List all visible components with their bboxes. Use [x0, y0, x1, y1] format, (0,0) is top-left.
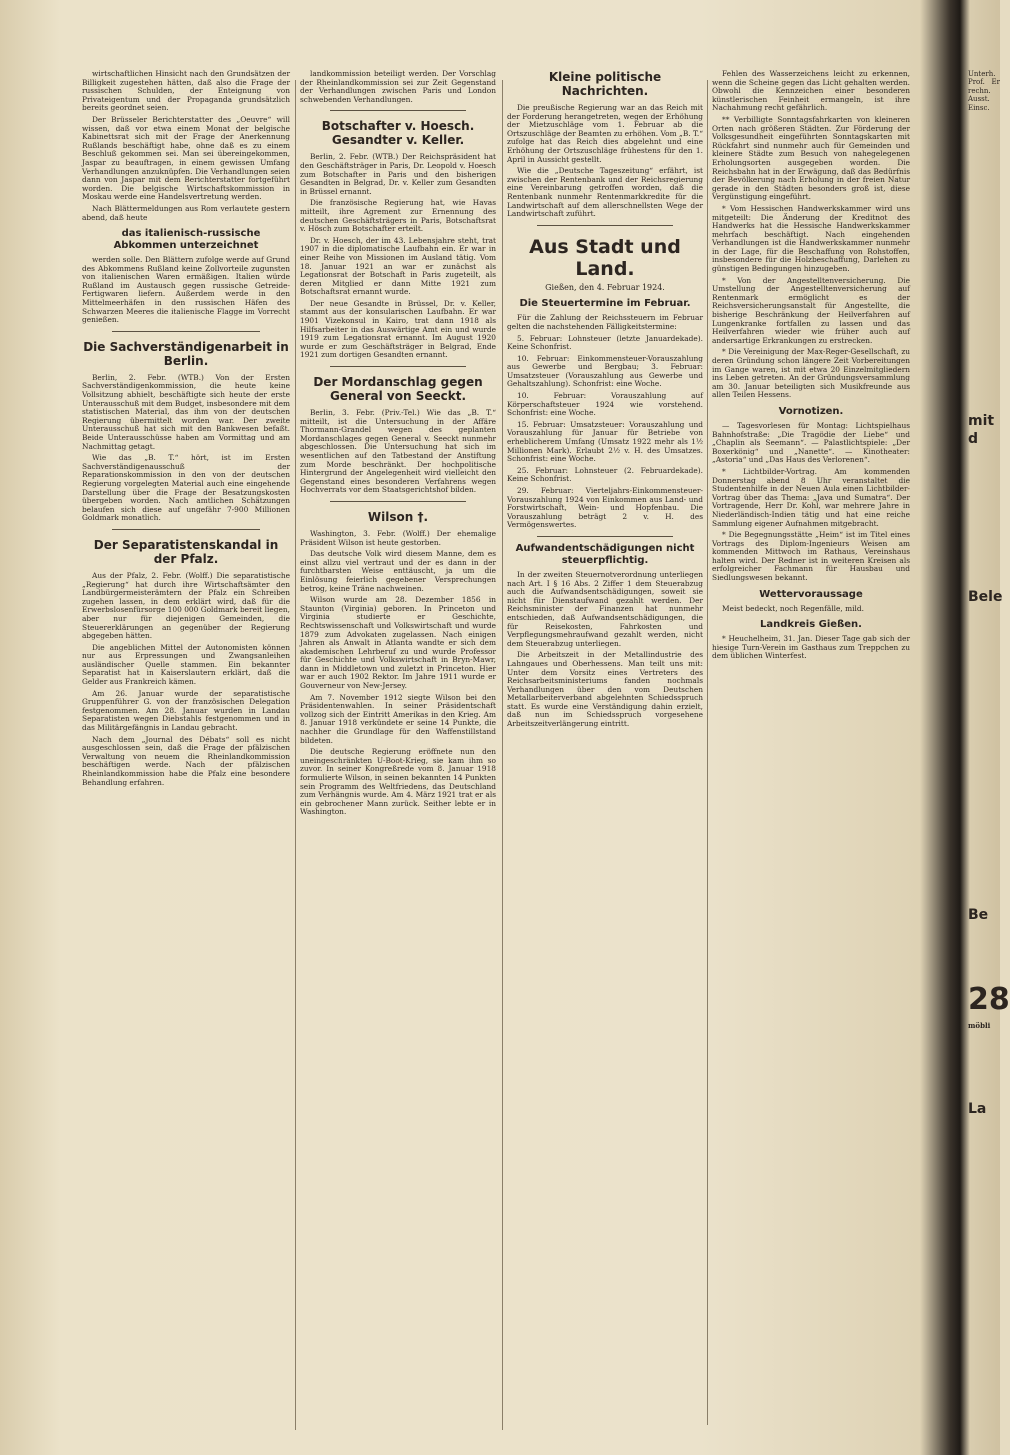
column-2: [300, 70, 496, 1425]
article-paragraph: Der Brüsseler Berichterstatter des „Oeuvre“ will wissen, daß vor etwa einem Monat der belgische Kabinettsrat sich mit der Frage der Anerkennung Rußlands beschäftigt habe, ohne daß es zu einem Beschluß gekommen sei. Man sei übereingekommen, Jaspar zu beauftragen, in einem gewissen Umfang Verhandlungen anzuknüpfen. Die Verhandlungen seien dann von Jaspar mit dem Berichterstatter fortgeführt worden. Die belgische Wirtschaftskommission in Moskau werde eine Handelsvertretung werden.: [82, 114, 290, 202]
article-paragraph: landkommission beteiligt werden. Der Vorschlag der Rheinlandkommission sei zur Zeit Gegenstand der Verhandlungen zwischen Paris und London schwebenden Verhandlungen.: [300, 69, 496, 104]
article-paragraph: werden solle. Den Blättern zufolge werde auf Grund des Abkommens Rußland keine Zollvorteile zugunsten von italienischen Waren ermäßigen. Italien würde Rußland im Austausch gegen russische Getreide-Fertigwaren liefern. Außerdem werde in den Mittelmeerhäfen in den russischen Häfen des Schwarzen Meeres die italienische Flagge im Vorrecht genießen.: [82, 255, 290, 325]
article-paragraph: Washington, 3. Febr. (Wolff.) Der ehemalige Präsident Wilson ist heute gestorben.: [300, 528, 496, 547]
headline: Wettervoraussage: [759, 588, 863, 600]
separator: [537, 225, 673, 226]
article-paragraph: Berlin, 3. Febr. (Priv.-Tel.) Wie das „B. T.“ mitteilt, ist die Untersuchung in der Affäre Thormann-Grandel wegen des geplanten Mordanschlages gegen General v. Seeckt nunmehr abgeschlossen. Die Untersuchung hat sich im wesentlichen auf den Tatbestand der Anstiftung zum Morde beschränkt. Der hochpolitische Hintergrund der Angelegenheit wird vielleicht den Gegenstand eines besonderen Verfahrens wegen Hochverrats vor dem Staatsgerichtshof bilden.: [300, 408, 496, 495]
fragment-heading: Be: [968, 907, 989, 924]
separator: [330, 110, 466, 111]
article-paragraph: Am 7. November 1912 siegte Wilson bei den Präsidentenwahlen. In seiner Präsidentschaft vollzog sich der Eintritt Amerikas in den Krieg. Am 8. Januar 1918 verkündete er seine 14 Punkte, die nachher die Grundlage für den Waffenstillstand bildeten.: [300, 692, 496, 745]
article-paragraph: * Die Vereinigung der Max-Reger-Gesellschaft, zu deren Gründung schon längere Zeit Vorbereitungen im Gange waren, ist mit etwa 20 Einzelmitgliedern ins Leben getreten. An der Gründungsversammlung am 30. Januar beteiligten sich Musikfreunde aus allen Teilen Hessens.: [712, 347, 910, 400]
fragment-heading: La: [968, 1101, 987, 1118]
article-paragraph: Nach dem „Journal des Débats“ soll es nicht ausgeschlossen sein, daß die Frage der pfälzischen Verwaltung von neuem die Rheinlandkommission beschäftigen werde. Nach der pfälzischen Rheinlandkommission habe die Pfalz eine besondere Behandlung erfahren.: [82, 734, 290, 787]
dateline: Gießen, den 4. Februar 1924.: [545, 282, 665, 292]
column-rule: [502, 80, 503, 1430]
article-paragraph: 25. Februar: Lohnsteuer (2. Februardekade). Keine Schonfrist.: [507, 465, 703, 484]
separator: [112, 529, 260, 530]
headline: Wilson †.: [367, 509, 429, 524]
article-paragraph: * Von der Angestelltenversicherung. Die Umstellung der Angestelltenversicherung auf Rentenmark ermöglicht es der Reichsversicherungsanstalt für Angestellte, die bisherige Beschränkung der Heilverfahren auf Lungenkranke fortfallen zu lassen und das Heilverfahren wieder wie früher auch auf andersartige Erkrankungen zu erstrecken.: [712, 275, 910, 345]
article-paragraph: Am 26. Januar wurde der separatistische Gruppenführer G. von der französischen Delegation festgenommen. Am 28. Januar wurden in Landau Separatisten wegen Diebstahls festgenommen und in das Militärgefängnis in Landau gebracht.: [82, 688, 290, 733]
headline: Der Separatistenskandal in der Pfalz.: [93, 537, 279, 566]
article-paragraph: — Tagesvorlesen für Montag: Lichtspielhaus Bahnhofstraße: „Die Tragödie der Liebe“ und „Chaplin als Seemann“. — Palastlichtspiele: „Der Boxerkönig“ und „Nanette“. — Kinotheater: „Astoria“ und „Das Haus des Verlorenen“.: [712, 420, 910, 465]
column-1: [82, 70, 290, 1430]
article-paragraph: Das deutsche Volk wird diesem Manne, dem es einst allzu viel vertraut und der es dann in der furchtbarsten Weise enttäuscht, ja um die Einlösung feierlich gegebener Versprechungen betrog, keine Träne nachweinen.: [300, 549, 496, 593]
article-paragraph: Die deutsche Regierung eröffnete nun den uneingeschränkten U-Boot-Krieg, sie kam ihm so zuvor. In seiner Kongreßrede vom 8. Januar 1918 formulierte Wilson, in seinen bekannten 14 Punkten sein Programm des Weltfriedens, das Deutschland zum Verhängnis wurde. Am 4. März 1921 trat er als ein gebrochener Mann zurück. Seither lebte er in Washington.: [300, 747, 496, 817]
article-paragraph: Wilson wurde am 28. Dezember 1856 in Staunton (Virginia) geboren. In Princeton und Virginia studierte er Geschichte, Rechtswissenschaft und Volkswirtschaft und wurde 1879 zum Advokaten zugelassen. Nach einigen Jahren als Anwalt in Atlanta wandte er sich dem akademischen Lehrberuf zu und wurde Professor für Geschichte und Volkswirtschaft in Bryn-Mawr, dann in Middletown und zuletzt in Princeton. Hier war er auch 1902 Rektor. Im Jahre 1911 wurde er Gouverneur von New-Jersey.: [300, 595, 496, 691]
article-paragraph: Nach Blättermeldungen aus Rom verlautete gestern abend, daß heute: [82, 203, 290, 222]
separator: [537, 536, 673, 537]
article-paragraph: 5. Februar: Lohnsteuer (letzte Januardekade). Keine Schonfrist.: [507, 333, 703, 352]
headline: Aufwandentschädigungen nicht steuerpflichtig.: [515, 542, 695, 566]
column-rule: [707, 80, 708, 1425]
separator: [112, 331, 260, 332]
article-paragraph: Berlin, 2. Febr. (WTB.) Der Reichspräsident hat den Geschäftsträger in Paris, Dr. Leopold v. Hoesch zum Botschafter in Paris und den bisherigen Gesandten in Belgrad, Dr. v. Keller zum Gesandten in Brüssel ernannt.: [300, 152, 496, 196]
article-paragraph: Der neue Gesandte in Brüssel, Dr. v. Keller, stammt aus der konsularischen Laufbahn. Er war 1901 Vizekonsul in Kairo, trat dann 1918 als Hilfsarbeiter in das Auswärtige Amt ein und wurde 1919 zum Legationsrat ernannt. Im August 1920 wurde er zum Geschäftsträger in Belgrad, Ende 1921 zum dortigen Gesandten ernannt.: [300, 298, 496, 360]
article-paragraph: Meist bedeckt, noch Regenfälle, mild.: [722, 603, 864, 613]
fragment-heading: Bele: [968, 589, 1003, 606]
section-headline: Aus Stadt und Land.: [529, 235, 681, 280]
article-paragraph: Die preußische Regierung war an das Reich mit der Forderung herangetreten, wegen der Erhöhung der Mietzuschläge vom 1. Februar ab die Ortszuschläge der Beamten zu erhöhen. Vom „B. T.“ zufolge hat das Reich dies abgelehnt und eine Erhöhung der Ortszuschläge frühestens für den 1. April in Aussicht gestellt.: [507, 103, 703, 164]
headline: Die Steuertermine im Februar.: [519, 298, 691, 310]
article-paragraph: * Lichtbilder-Vortrag. Am kommenden Donnerstag abend 8 Uhr veranstaltet die Studentenhilfe in der Neuen Aula einen Lichtbilder-Vortrag über das Thema: „Java und Sumatra“. Der Vortragende, Herr Dr. Kohl, war mehrere Jahre in Niederländisch-Indien tätig und hat eine reiche Sammlung eigener Aufnahmen mitgebracht.: [712, 466, 910, 528]
article-paragraph: Fehlen des Wasserzeichens leicht zu erkennen, wenn die Scheine gegen das Licht gehalten werden. Obwohl die Kennzeichen einer besonderen künstlerischen Feinheit ermangeln, ist ihre Nachahmung recht gefährlich.: [712, 69, 910, 113]
column-3: [507, 70, 703, 1420]
article-paragraph: 29. Februar: Vierteljahrs-Einkommensteuer-Vorauszahlung 1924 von Einkommen aus Land- und Forstwirtschaft, Wein- und Hopfenbau. Die Vorauszahlung beträgt 2 v. H. des Vermögenswertes.: [507, 486, 703, 530]
article-paragraph: Berlin, 2. Febr. (WTB.) Von der Ersten Sachverständigenkommission, die heute keine Vollsitzung abhielt, beschäftigte sich heute der erste Unterausschuß mit dem Budget, insbesondere mit dem statistischen Material, das ihm von der deutschen Regierung übermittelt worden war. Der zweite Unterausschuß hat sich mit den Bankwesen befaßt. Beide Unterausschüsse haben am Vormittag und am Nachmittag getagt.: [82, 372, 290, 451]
fragment-heading: mit d: [968, 413, 995, 448]
headline: Landkreis Gießen.: [760, 619, 862, 631]
article-paragraph: Aus der Pfalz, 2. Febr. (Wolff.) Die separatistische „Regierung“ hat durch ihre Wirtschaftsämter den Landbürgermeisterämtern der Pfalz ein Schreiben zugehen lassen, in dem erklärt wird, daß für die Erwerbslosenfürsorge 100 000 Goldmark bereit liegen, aber nur für diejenigen Gemeinden, die Steuererklärungen an gegenüber der Regierung abgegeben hätten.: [82, 570, 290, 641]
headline: Der Mordanschlag gegen General von Seeckt.: [313, 375, 483, 404]
subheading: das italienisch-russische Abkommen unterzeichnet: [113, 228, 261, 252]
article-paragraph: Die französische Regierung hat, wie Havas mitteilt, ihre Agrement zur Ernennung des deutschen Geschäftsträgers in Paris, Botschaftsrat v. Hösch zum Botschafter erteilt.: [300, 198, 496, 234]
separator: [330, 366, 466, 367]
article-paragraph: 15. Februar: Umsatzsteuer: Vorauszahlung und Vorauszahlung für Januar für Betriebe von erheblicherem Umfang (Umsatz 1922 mehr als 1½ Millionen Mark). Erlaubt 2½ v. H. des Umsatzes. Schonfrist: eine Woche.: [507, 419, 703, 464]
column-rule: [295, 80, 296, 1430]
article-paragraph: ** Verbilligte Sonntagsfahrkarten von kleineren Orten nach größeren Städten. Zur Förderung der Volksgesundheit eingeführten Sonntagskarten mit Rückfahrt sind nunmehr auch für Gemeinden und kleinere Städte zum Besuch von nahegelegenen Erholungsorten ausgegeben worden. Die Reichsbahn hat in der Erwägung, daß das Bedürfnis der Bevölkerung nach Erholung in der freien Natur gerade in den Städten besonders groß ist, diese Vergünstigung eingeführt.: [712, 114, 910, 202]
headline: Botschafter v. Hoesch. Gesandter v. Keller.: [321, 119, 475, 148]
headline: Kleine politische Nachrichten.: [548, 70, 662, 98]
article-paragraph: Wie das „B. T.“ hört, ist im Ersten Sachverständigenausschuß der Reparationskommission in den von der deutschen Regierung vorgelegten Material auch eine eingehende Darstellung über die Frage der Besatzungskosten übergeben worden. Nach amtlichen Schätzungen belaufen sich diese auf ungefähr 7-900 Millionen Goldmark monatlich.: [82, 453, 290, 523]
headline: Die Sachverständigenarbeit in Berlin.: [83, 339, 289, 368]
fragment-number: 28: [968, 982, 1010, 1018]
adjacent-page-fragment: [968, 70, 1010, 1450]
article-paragraph: * Heuchelheim, 31. Jan. Dieser Tage gab sich der hiesige Turn-Verein im Gasthaus zum Treppchen zu dem üblichen Winterfest.: [712, 634, 910, 661]
article-paragraph: 10. Februar: Einkommensteuer-Vorauszahlung aus Gewerbe und Bergbau; 3. Februar: Umsatzsteuer (Vorauszahlung aus Gewerbe und Gehaltszahlung). Schonfrist: eine Woche.: [507, 353, 703, 389]
article-paragraph: * Die Begegnungsstätte „Heim“ ist im Titel eines Vortrags des Diplom-Ingenieurs Weisen am kommenden Mittwoch im Rathaus, Vereinshaus halten wird. Der Redner ist in weiteren Kreisen als erfolgreicher Fachmann für Hausbau und Siedlungswesen bekannt.: [712, 530, 910, 583]
column-4: [712, 70, 910, 1415]
fragment-text: möbli: [968, 1021, 991, 1031]
headline: Vornotizen.: [778, 405, 844, 417]
article-paragraph: Wie die „Deutsche Tageszeitung“ erfährt, ist zwischen der Rentenbank und der Reichsregierung eine Vereinbarung getroffen worden, daß die Rentenbank nunmehr Rentenmarkkredite für die Landwirtschaft auf dem allerschnellsten Wege der Landwirtschaft zuführt.: [507, 166, 703, 219]
article-paragraph: Für die Zahlung der Reichssteuern im Februar gelten die nachstehenden Fälligkeitstermine:: [507, 313, 703, 331]
article-paragraph: Die Arbeitszeit in der Metallindustrie des Lahngaues und Oberhessens. Man teilt uns mit: Unter dem Vorsitz eines Vertreters des Reichsarbeitsministeriums fanden nochmals Verhandlungen über den vom Deutschen Metallarbeiterverband abgelehnten Schiedsspruch statt. Es wurde eine Verständigung dahin erzielt, daß nun im Schiedsspruch vorgesehene Arbeitszeitverlängerung eintritt.: [507, 650, 703, 729]
article-paragraph: In der zweiten Steuernotverordnung unterliegen nach Art. I § 16 Abs. 2 Ziffer 1 dem Steuerabzug auch die Aufwandsentschädigungen, soweit sie nicht für Dienstaufwand gezahlt werden. Der Reichsminister der Finanzen hat nunmehr entschieden, daß Aufwandsentschädigungen, die für Reisekosten, Fahrkosten und Verpflegungsmehraufwand gezahlt werden, nicht dem Steuerabzug unterliegen.: [507, 569, 703, 648]
article-paragraph: 10. Februar: Vorauszahlung auf Körperschaftsteuer 1924 wie vorstehend. Schonfrist: eine Woche.: [507, 391, 703, 418]
fragment-text: Unterh. Prof. Er rechn. Ausst. Einsc.: [968, 70, 1000, 112]
article-paragraph: * Vom Hessischen Handwerkskammer wird uns mitgeteilt: Die Änderung der Kreditnot des Handwerks hat die Hessische Handwerkskammer mehrfach beschäftigt. Nach eingehenden Verhandlungen ist die Handwerkskammer nunmehr in der Lage, für die Beschaffung von Rohstoffen, insbesondere für die Holzbeschaffung, Darlehen zu günstigen Bedingungen hinzugeben.: [712, 203, 910, 274]
separator: [330, 501, 466, 502]
article-paragraph: wirtschaftlichen Hinsicht nach den Grundsätzen der Billigkeit zugestehen hätten, daß also die Frage der russischen Schulden, der Enteignung von Privateigentum und der Propaganda grundsätzlich bereits geordnet seien.: [82, 69, 290, 113]
article-paragraph: Dr. v. Hoesch, der im 43. Lebensjahre steht, trat 1907 in die diplomatische Laufbahn ein. Er war in einer Reihe von Missionen im Ausland tätig. Vom 18. Januar 1921 an war er zunächst als Legationsrat der Botschaft in Paris zugeteilt, als deren Mitglied er dann Mitte 1921 zum Botschaftsrat ernannt wurde.: [300, 235, 496, 297]
article-paragraph: Die angeblichen Mittel der Autonomisten können nur aus Erpressungen und Zwangsanleihen ausländischer Quelle stammen. Ein bekannter Separatist hat in Kaiserslautern erklärt, daß die Gelder aus Frankreich kämen.: [82, 642, 290, 687]
